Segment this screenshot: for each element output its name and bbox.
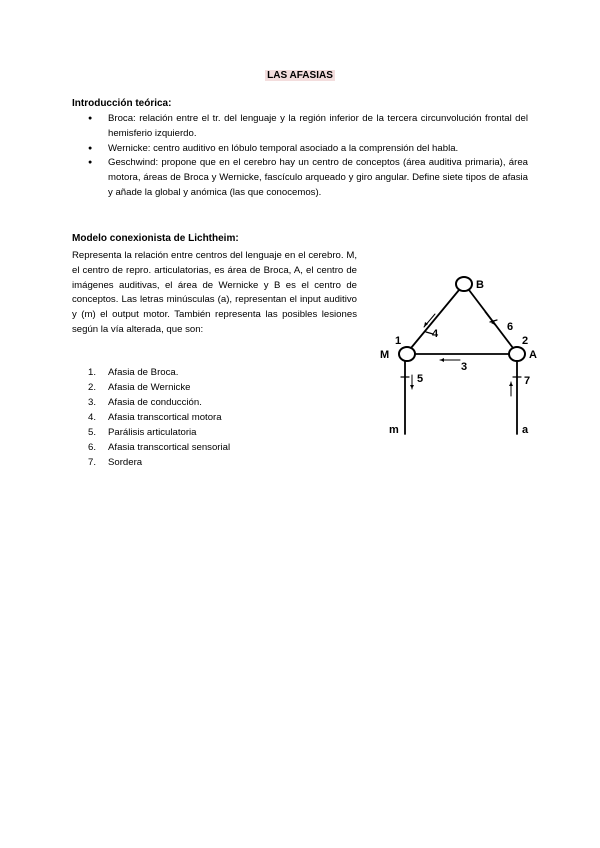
intro-bullet-wernicke: ● Wernicke: centro auditivo en lóbulo temporal asociado a la comprensión del habla. xyxy=(72,142,528,157)
list-number: 4. xyxy=(88,412,97,423)
output-m-label: m xyxy=(389,424,399,436)
list-item xyxy=(72,410,230,425)
node-a-label: A xyxy=(529,349,537,361)
node-b-circle xyxy=(456,277,472,291)
node-b-label: B xyxy=(476,279,484,291)
page-title-text: LAS AFASIAS xyxy=(267,70,333,81)
list-number: 1. xyxy=(88,367,97,378)
list-number: 2. xyxy=(88,382,97,393)
list-label: Afasia transcortical motora xyxy=(108,412,222,423)
node-a-circle xyxy=(509,347,525,361)
node-m-number: 1 xyxy=(395,335,402,347)
node-a-number: 2 xyxy=(522,335,529,347)
node-m-label: M xyxy=(380,349,390,361)
path-7-label: 7 xyxy=(524,375,531,387)
input-a-label: a xyxy=(522,424,529,436)
list-number: 3. xyxy=(88,397,97,408)
intro-heading: Introducción teórica: xyxy=(72,98,172,109)
list-label: Parálisis articulatoria xyxy=(108,427,197,438)
list-number: 5. xyxy=(88,427,97,438)
path-5-label: 5 xyxy=(417,373,424,385)
page-title xyxy=(0,70,600,81)
path-3-label: 3 xyxy=(461,361,468,373)
path-6-label: 6 xyxy=(507,321,514,333)
list-label: Afasia de Wernicke xyxy=(108,382,191,393)
list-item xyxy=(72,380,230,395)
list-number: 7. xyxy=(88,457,97,468)
list-item xyxy=(72,440,230,455)
model-paragraph: Representa la relación entre centros del lenguaje en el cerebro. M, el centro de repro. articulatorias, es área de Broca, A, el centro de imágenes auditivas, el área de Wernicke y B es el centro de conceptos. Las letras minúsculas (a), representan el input auditivo y (m) el output motor. También representa las posibles lesiones según la vía alterada, que son: xyxy=(72,250,357,335)
list-item xyxy=(72,425,230,440)
intro-bullet-geschwind: ● Geschwind: propone que en el cerebro hay un centro de conceptos (área auditiva primaria), área motora, áreas de Broca y Wernicke, fascículo arqueado y giro angular. Define siete tipos de afasia y añade la global y anómica (las que conocemos). xyxy=(72,156,528,200)
intro-bullet-list xyxy=(72,112,528,201)
list-number: 6. xyxy=(88,442,97,453)
list-label: Afasia de conducción. xyxy=(108,397,202,408)
list-label: Sordera xyxy=(108,457,143,468)
arrowhead-m-down xyxy=(410,385,414,389)
list-item xyxy=(72,395,230,410)
list-item xyxy=(72,455,230,470)
node-m-circle xyxy=(399,347,415,361)
list-item xyxy=(72,365,230,380)
lichtheim-diagram xyxy=(380,262,550,442)
list-label: Afasia de Broca. xyxy=(108,367,179,378)
model-heading: Modelo conexionista de Lichtheim: xyxy=(72,233,239,244)
list-label: Afasia transcortical sensorial xyxy=(108,442,231,453)
intro-bullet-broca: ● Broca: relación entre el tr. del lenguaje y la región inferior de la tercera circunvolución frontal del hemisferio izquierdo. xyxy=(72,112,528,142)
path-4-label: 4 xyxy=(432,328,439,340)
aphasia-types-list xyxy=(72,365,230,470)
arrowhead-a-to-m xyxy=(440,358,444,362)
arrowhead-a-up xyxy=(509,382,513,386)
